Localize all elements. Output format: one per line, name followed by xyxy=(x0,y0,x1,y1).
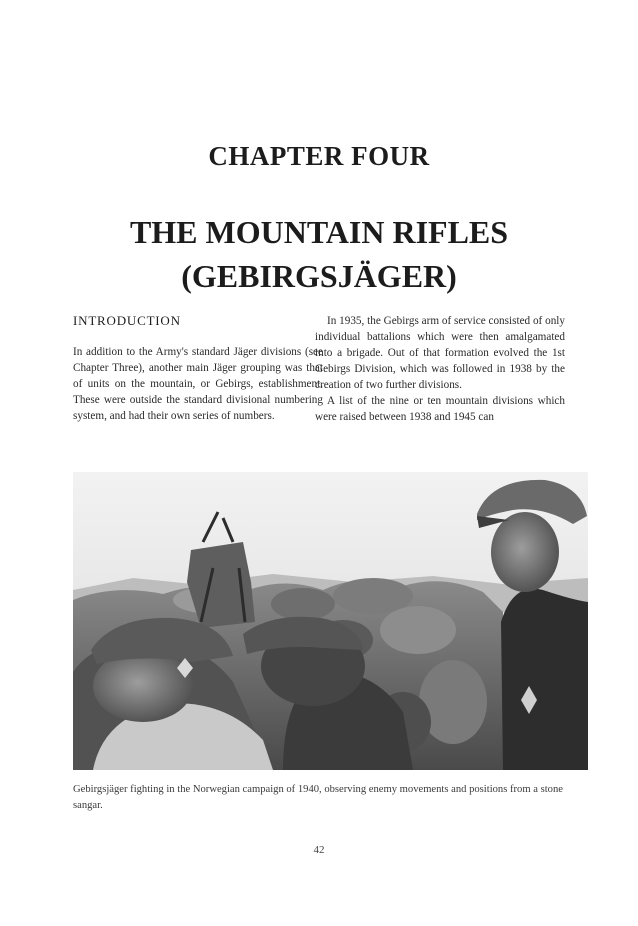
stone xyxy=(271,588,335,620)
photograph-illustration xyxy=(73,472,588,770)
left-column xyxy=(73,313,323,424)
section-heading: INTRODUCTION xyxy=(73,313,181,328)
soldier-right-body xyxy=(501,589,588,770)
chapter-title-line-2: (GEBIRGSJÄGER) xyxy=(181,258,457,294)
stone xyxy=(380,606,456,654)
right-paragraph-1: In 1935, the Gebirgs arm of service consisted of only individual battalions which were then amalgamated into a brigade. Out of that formation evolved the 1st Gebirgs Division, which was followed in 1938 by the creation of two further divisions. xyxy=(315,315,565,391)
chapter-label: CHAPTER FOUR xyxy=(208,141,430,171)
right-paragraph-2: A list of the nine or ten mountain divisions which were raised between 1938 and 1945 can xyxy=(315,395,565,423)
chapter-title xyxy=(0,210,638,298)
chapter-title-line-1: THE MOUNTAIN RIFLES xyxy=(129,214,509,250)
soldiers-photograph xyxy=(73,472,588,770)
photo-caption: Gebirgsjäger fighting in the Norwegian campaign of 1940, observing enemy movements and positions from a stone sangar. xyxy=(73,784,563,811)
left-paragraph-1: In addition to the Army's standard Jäger divisions (see Chapter Three), another main Jäger grouping was that of units on the mountain, or Gebirgs, establishment. These were outside the standard divisional numbering system, and had their own series of numbers. xyxy=(73,346,323,422)
page-number: 42 xyxy=(313,844,325,856)
soldier-right-face xyxy=(491,512,559,592)
right-column xyxy=(315,313,565,425)
